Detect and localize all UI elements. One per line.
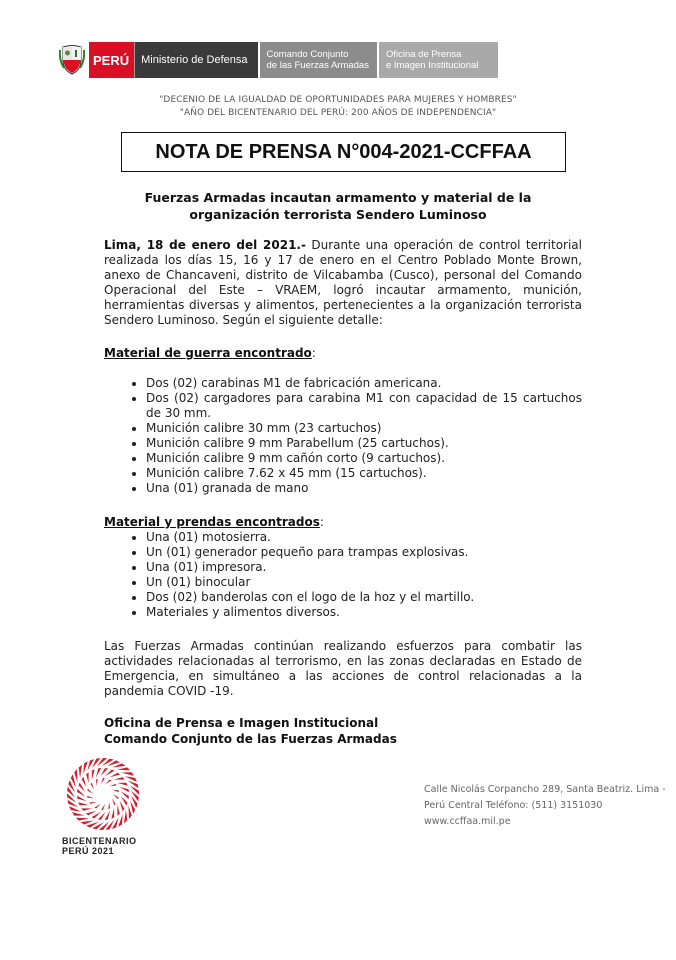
- war-material-list: [104, 376, 582, 496]
- section-materials: Material y prendas encontrados: • Una (01) motosierra. • Un (01) generador pequeño para trampas explosivas. • Una (01) impresora. • Un (01) binocular • Dos (02) banderolas con el logo de la hoz y el martillo. • Materiales y alimentos diversos.: [104, 515, 582, 620]
- comando-conjunto-label: [258, 42, 377, 78]
- list-item: • Dos (02) banderolas con el logo de la hoz y el martillo.: [146, 590, 582, 605]
- bicentenario-label-2: PERÚ 2021: [62, 846, 115, 856]
- press-headline: Fuerzas Armadas incautan armamento y material de la organización terrorista Sendero Luminoso: [144, 190, 532, 222]
- section-2-title: Material y prendas encontrados: [104, 515, 320, 529]
- list-item: • Munición calibre 9 mm Parabellum (25 cartuchos).: [146, 436, 582, 451]
- section-war-material: Material de guerra encontrado: • Dos (02) carabinas M1 de fabricación americana. • Dos (02) cargadores para carabina M1 con capacidad de 15 cartuchos de 30 mm. • Munición calibre 30 mm (23 cartuchos) • Munición calibre 9 mm Parabellum (25 cartuchos). • Munición calibre 9 mm cañón corto (9 cartuchos). • Munición calibre 7.62 x 45 mm (15 cartuchos). • Una (01) granada de mano: [104, 346, 582, 496]
- signature-block: [104, 715, 397, 747]
- list-item: • Dos (02) cargadores para carabina M1 con capacidad de 15 cartuchos de 30 mm.: [146, 391, 582, 421]
- list-item: • Munición calibre 9 mm cañón corto (9 cartuchos).: [146, 451, 582, 466]
- list-item: • Una (01) impresora.: [146, 560, 582, 575]
- section-1-title: Material de guerra encontrado: [104, 346, 312, 360]
- comando-line-2: de las Fuerzas Armadas: [266, 60, 369, 71]
- signature-line-1: Oficina de Prensa e Imagen Institucional: [104, 716, 379, 730]
- address-line-1: Calle Nicolás Corpancho 289, Santa Beatriz. Lima -: [424, 784, 666, 795]
- ministerio-label: Ministerio de Defensa: [134, 42, 257, 78]
- decenio-motto: [0, 94, 676, 120]
- list-item: • Un (01) binocular: [146, 575, 582, 590]
- intro-paragraph: [104, 238, 582, 328]
- decenio-line-2: "AÑO DEL BICENTENARIO DEL PERÚ: 200 AÑOS DE INDEPENDENCIA": [179, 108, 497, 118]
- list-item: • Un (01) generador pequeño para trampas explosivas.: [146, 545, 582, 560]
- oficina-line-1: Oficina de Prensa: [385, 49, 462, 60]
- list-item: • Munición calibre 7.62 x 45 mm (15 cartuchos).: [146, 466, 582, 481]
- list-item: • Materiales y alimentos diversos.: [146, 605, 582, 620]
- comando-line-1: Comando Conjunto: [266, 49, 349, 60]
- oficina-line-2: e Imagen Institucional: [385, 60, 479, 71]
- decenio-line-1: "DECENIO DE LA IGUALDAD DE OPORTUNIDADES PARA MUJERES Y HOMBRES": [159, 95, 517, 105]
- list-item: • Dos (02) carabinas M1 de fabricación americana.: [146, 376, 582, 391]
- materials-list: [104, 530, 582, 620]
- list-item: • Una (01) granada de mano: [146, 481, 582, 496]
- institutional-header: [55, 42, 498, 78]
- closing-paragraph: [104, 639, 582, 699]
- intro-text: Durante una operación de control territorial realizada los días 15, 16 y 17 de enero en el Centro Poblado Monte Brown, anexo de Chancaveni, distrito de Vilcabamba (Cusco), personal del Comando Operacional del Este – VRAEM, logró incautar armamento, munición, herramientas diversas y alimentos, pertenecientes a la organización terrorista Sendero Luminoso. Según el siguiente detalle:: [104, 238, 582, 327]
- peru-label: PERÚ: [89, 42, 134, 78]
- bicentenario-sunburst-icon: [62, 756, 144, 832]
- peru-coat-of-arms-icon: [55, 42, 89, 78]
- website-link[interactable]: www.ccffaa.mil.pe: [424, 816, 511, 827]
- dateline: Lima, 18 de enero del 2021.-: [104, 238, 306, 252]
- signature-line-2: Comando Conjunto de las Fuerzas Armadas: [104, 732, 397, 746]
- contact-address: [424, 782, 666, 830]
- bicentenario-logo: [62, 756, 152, 856]
- closing-text: Las Fuerzas Armadas continúan realizando esfuerzos para combatir las actividades relacionadas al terrorismo, en las zonas declaradas en Estado de Emergencia, en simultáneo a las acciones de control relacionadas a la pandemia COVID -19.: [104, 639, 582, 698]
- list-item: • Munición calibre 30 mm (23 cartuchos): [146, 421, 582, 436]
- oficina-prensa-label: [377, 42, 498, 78]
- bicentenario-label-1: BICENTENARIO: [62, 836, 137, 846]
- address-line-2: Perú Central Teléfono: (511) 3151030: [424, 800, 603, 811]
- document-title: NOTA DE PRENSA N°004-2021-CCFFAA: [121, 132, 566, 172]
- list-item: • Una (01) motosierra.: [146, 530, 582, 545]
